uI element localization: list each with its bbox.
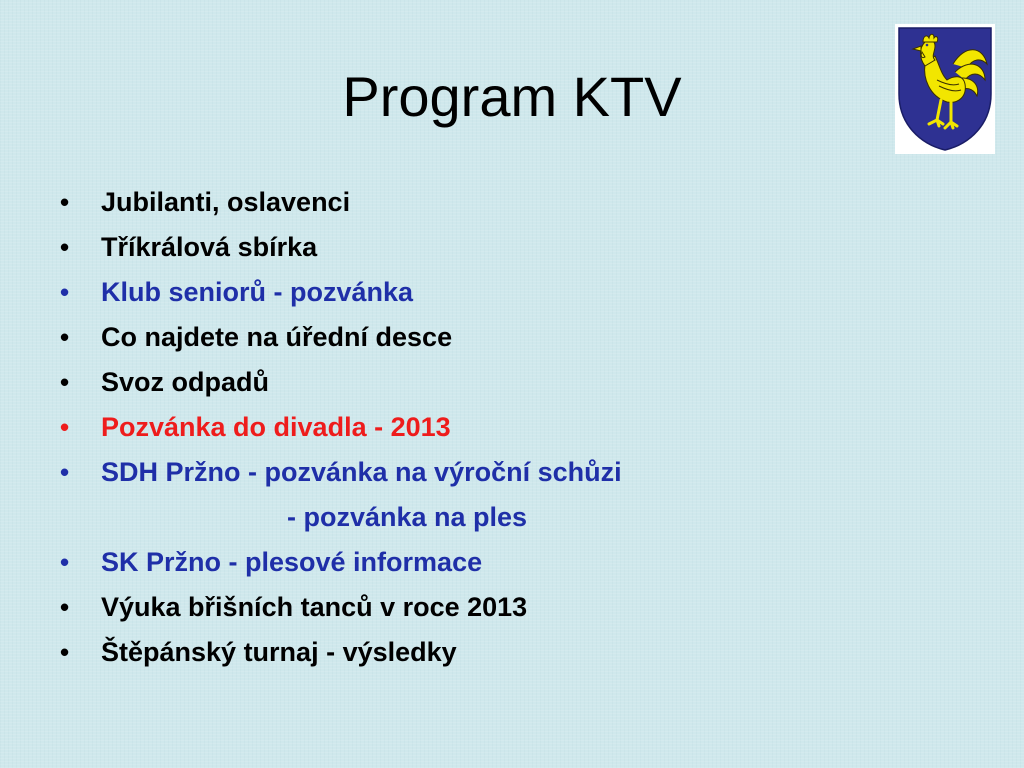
slide-title: Program KTV bbox=[342, 65, 682, 128]
agenda-item-text: SDH Pržno - pozvánka na výroční schůzi bbox=[101, 457, 622, 487]
agenda-item-text: Výuka břišních tanců v roce 2013 bbox=[101, 592, 528, 622]
agenda-item-text: SK Pržno - plesové informace bbox=[101, 547, 483, 577]
agenda-item-text: Jubilanti, oslavenci bbox=[101, 187, 351, 217]
agenda-item-text: Co najdete na úřední desce bbox=[101, 322, 453, 352]
bullet-dot-icon: • bbox=[60, 232, 70, 262]
bullet-dot-icon: • bbox=[60, 412, 70, 442]
bullet-dot-icon: • bbox=[60, 547, 70, 577]
rooster-coat-of-arms-icon bbox=[895, 24, 995, 154]
agenda-item-text: Štěpánský turnaj - výsledky bbox=[101, 637, 457, 667]
bullet-dot-icon: • bbox=[60, 322, 70, 352]
bullet-dot-icon: • bbox=[60, 187, 70, 217]
agenda-item-text: Klub seniorů - pozvánka bbox=[101, 277, 414, 307]
agenda-item-text: Tříkrálová sbírka bbox=[101, 232, 318, 262]
agenda-item-text: - pozvánka na ples bbox=[287, 502, 528, 532]
bullet-dot-icon: • bbox=[60, 592, 70, 622]
bullet-dot-icon: • bbox=[60, 277, 70, 307]
bullet-dot-icon: • bbox=[60, 367, 70, 397]
agenda-item-text: Svoz odpadů bbox=[101, 367, 269, 397]
bullet-dot-icon: • bbox=[60, 637, 70, 667]
bullet-dot-icon: • bbox=[60, 457, 70, 487]
agenda-item-text: Pozvánka do divadla - 2013 bbox=[101, 412, 451, 442]
